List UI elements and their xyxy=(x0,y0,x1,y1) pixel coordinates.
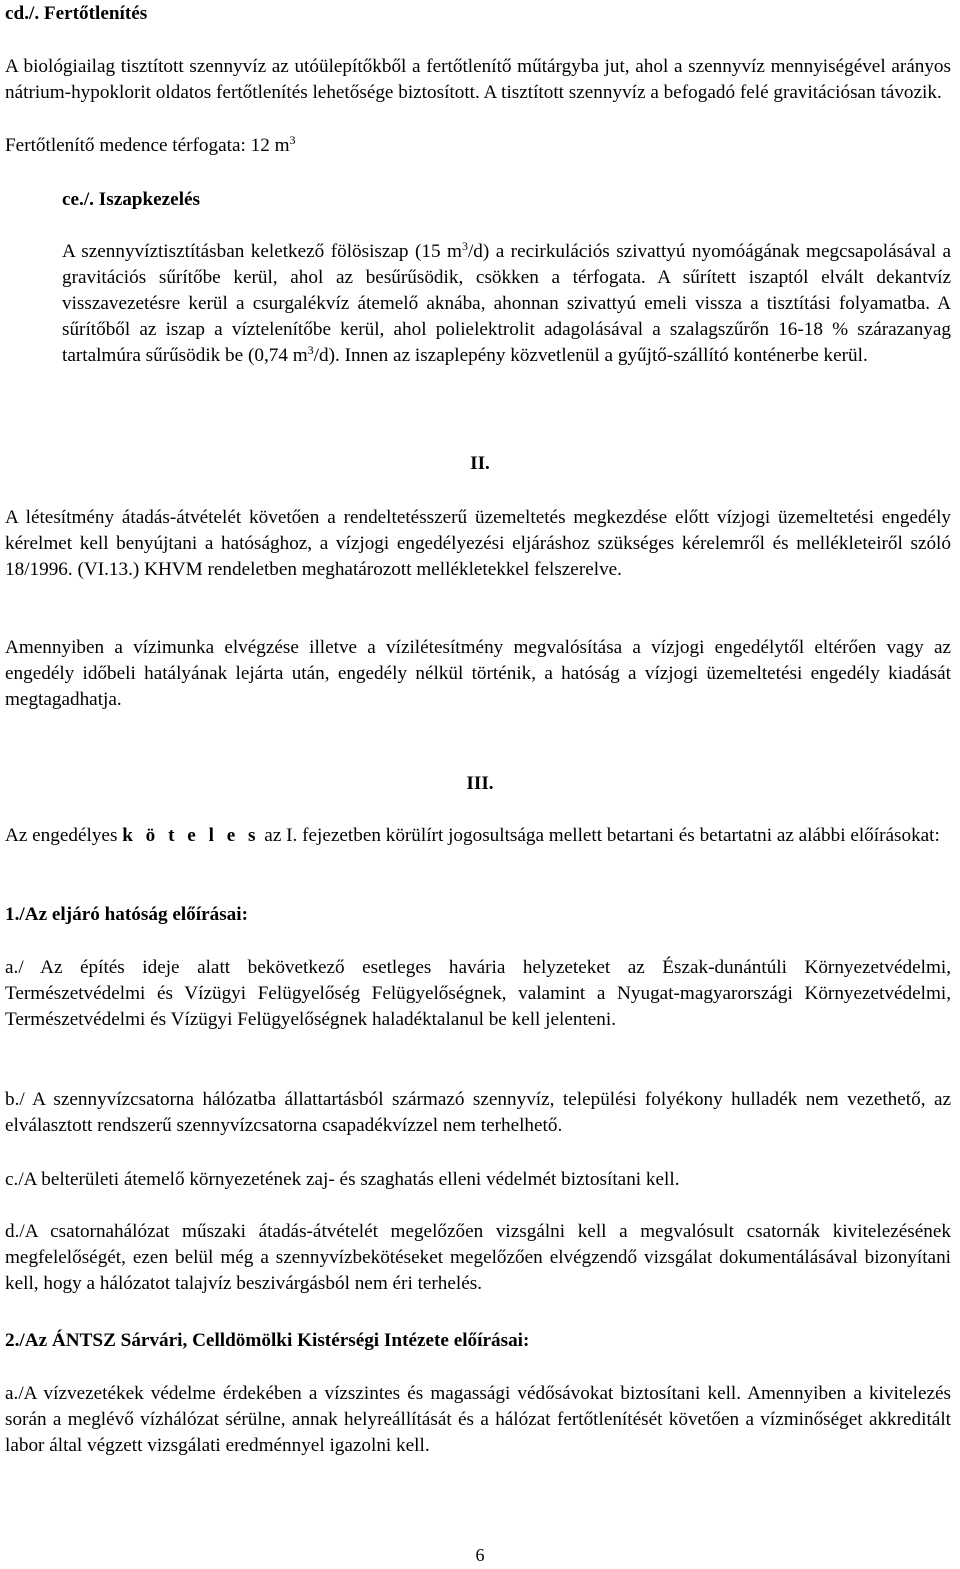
authority-item-c: c./A belterületi átemelő környezetének zaj- és szaghatás elleni védelmét biztosítani kell. xyxy=(5,1169,680,1190)
sludge-superscript-1: 3 xyxy=(461,239,468,253)
disinfection-volume xyxy=(5,133,951,159)
volume-text: Fertőtlenítő medence térfogata: 12 m xyxy=(5,135,290,156)
section-heading-disinfection: cd./. Fertőtlenítés xyxy=(5,3,148,24)
sludge-text-part3: /d). Innen az iszaplepény közvetlenül a gyűjtő-szállító konténerbe kerül. xyxy=(313,345,868,366)
authority-item-d: d./A csatornahálózat műszaki átadás-átvételét megelőzően vizsgálni kell a megvalósult csatornák kivitelezésének megfelelőségét, ezen belül még a szennyvízbekötéseket megelőzően elvégzendő vizsgálat dokumentálásával bizonyítani kell, hogy a hálózatot talajvíz beszivárgásból nem éri terhelés. xyxy=(5,1221,951,1294)
intro-obligated-word: k ö t e l e s xyxy=(122,825,260,846)
subsection-heading-antsz: 2./Az ÁNTSZ Sárvári, Celldömölki Kistérségi Intézete előírásai: xyxy=(5,1330,530,1351)
antsz-item-a: a./A vízvezetékek védelme érdekében a vízszintes és magassági védősávokat biztosítani kell. Amennyiben a kivitelezés során a meglévő vízhálózat sérülne, annak helyreállítását és a hálózat fertőtlenítését követően a vízminőséget akkreditált labor által végzett vizsgálati eredménnyel igazolni kell. xyxy=(5,1383,951,1456)
chapter-ii-paragraph-1: A létesítmény átadás-átvételét követően a rendeltetésszerű üzemeltetés megkezdése előtt vízjogi üzemeltetési engedély kérelmet kell benyújtani a hatósághoz, a vízjogi engedélyezési eljáráshoz szükséges kérelemről és mellékleteiről szóló 18/1996. (VI.13.) KHVM rendeletben meghatározott mellékletekkel felszerelve. xyxy=(5,507,951,580)
volume-superscript: 3 xyxy=(289,133,296,147)
sludge-paragraph xyxy=(62,239,951,369)
chapter-iii-intro xyxy=(5,823,951,849)
sludge-text-part2: /d) a recirkulációs szivattyú nyomóágának megcsapolásával a gravitációs sűrítőbe kerül, ahol az besűrűsödik, csökken a térfogata. A sűrített iszaptól elvált dekantvíz visszavezetésre kerül a csurgalékvíz átemelő aknába, ahonnan szivattyú emeli vissza a tisztítási folyamatba. A sűrítőből az iszap a víztelenítőbe kerül, ahol polielektrolit adagolásával a szalagszűrőn 16-18 % szárazanyag tartalmúra sűrűsödik be (0,74 m xyxy=(62,241,951,366)
chapter-heading-ii: II. xyxy=(470,453,490,474)
authority-item-a: a./ Az építés ideje alatt bekövetkező esetleges havária helyzeteket az Észak-dunántúli Környezetvédelmi, Természetvédelmi és Vízügyi Felügyelőség Felügyelőségnek, valamint a Nyugat-magyarországi Környezetvédelmi, Természetvédelmi és Vízügyi Felügyelőségnek haladéktalanul be kell jelenteni. xyxy=(5,957,951,1030)
disinfection-paragraph: A biológiailag tisztított szennyvíz az utóülepítőkből a fertőtlenítő műtárgyba jut, ahol a szennyvíz mennyiségével arányos nátrium-hypoklorit oldatos fertőtlenítés lehetősége biztosított. A tisztított szennyvíz a befogadó felé gravitációsan távozik. xyxy=(5,56,951,103)
authority-item-b: b./ A szennyvízcsatorna hálózatba állattartásból származó szennyvíz, települési folyékony hulladék nem vezethető, az elválasztott rendszerű szennyvízcsatorna csapadékvízzel nem terhelhető. xyxy=(5,1089,951,1136)
intro-text-a: Az engedélyes xyxy=(5,825,118,846)
page-number: 6 xyxy=(475,1545,485,1565)
chapter-heading-iii: III. xyxy=(466,773,494,794)
sludge-text-part1: A szennyvíztisztításban keletkező fölösiszap (15 m xyxy=(62,241,462,262)
subsection-heading-authority: 1./Az eljáró hatóság előírásai: xyxy=(5,904,248,925)
sludge-superscript-2: 3 xyxy=(307,343,314,357)
intro-text-b: az I. fejezetben körülírt jogosultsága mellett betartani és betartatni az alábbi előírásokat: xyxy=(264,825,940,846)
section-heading-sludge: ce./. Iszapkezelés xyxy=(62,189,201,210)
chapter-ii-paragraph-2: Amennyiben a vízimunka elvégzése illetve a vízilétesítmény megvalósítása a vízjogi engedélytől eltérően vagy az engedély időbeli hatályának lejárta után, engedély nélkül történik, a hatóság a vízjogi üzemeltetési engedély kiadását megtagadhatja. xyxy=(5,637,951,710)
